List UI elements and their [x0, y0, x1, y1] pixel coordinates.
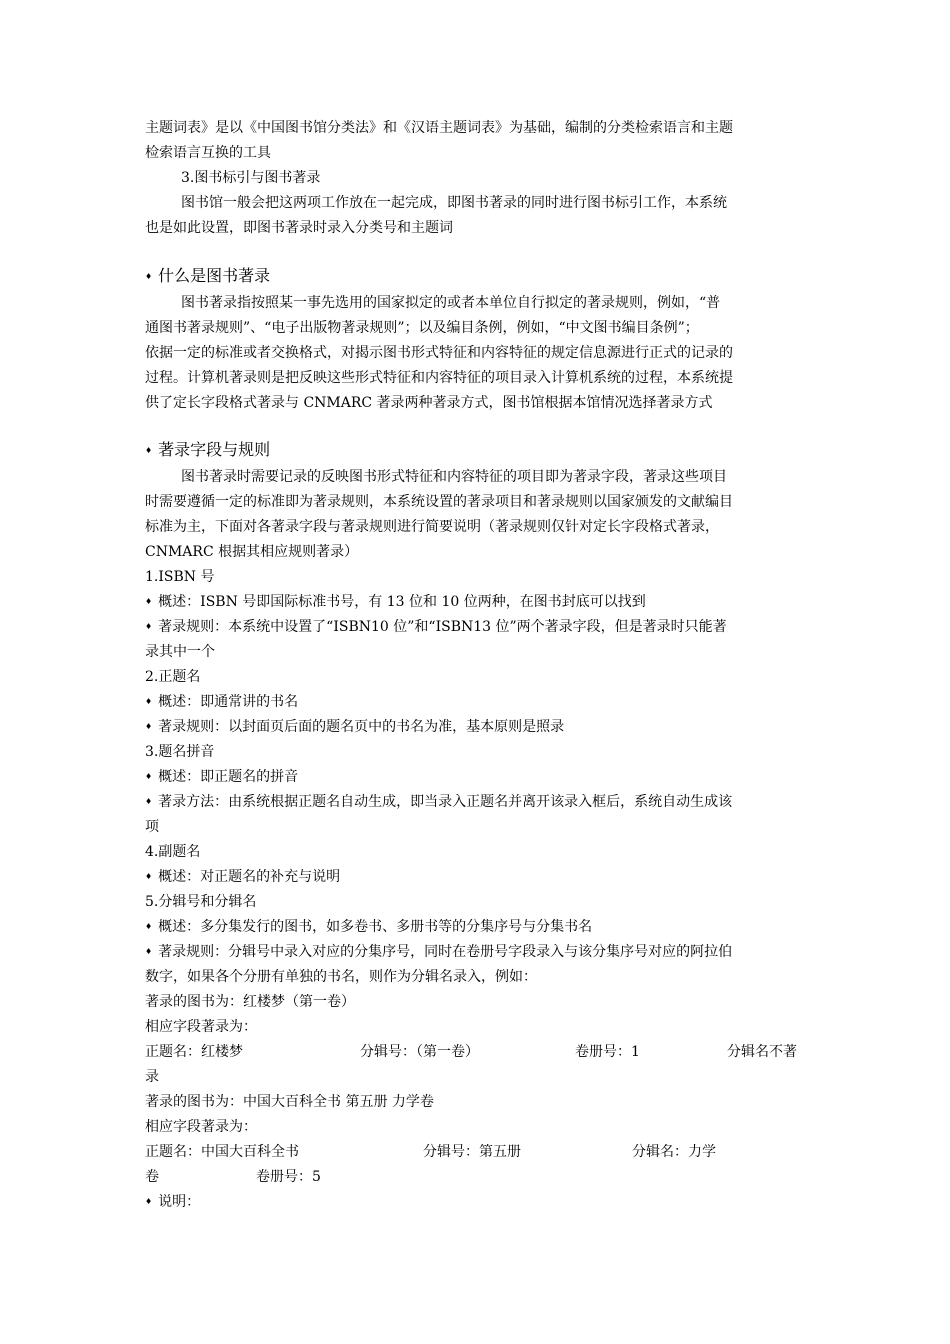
bullet-item: ♦ 著录规则：本系统中设置了“ISBN10 位”和“ISBN13 位”两个著录字段，但是著录时只能著	[145, 619, 727, 635]
intro-line: 检索语言互换的工具	[145, 145, 271, 161]
bullet-item: ♦ 概述：多分集发行的图书，如多卷书、多册书等的分集序号与分集书名	[145, 919, 593, 935]
bullet-item: ♦ 概述：即正题名的拼音	[145, 769, 299, 785]
diamond-bullet-icon: ♦	[145, 272, 153, 281]
example-field-part-name: 分辑名：力学	[632, 1144, 716, 1160]
example-book: 著录的图书为：红楼梦（第一卷）	[145, 994, 355, 1010]
subheading: 3.图书标引与图书著录	[181, 170, 321, 186]
paragraph-line: 通图书著录规则”、“电子出版物著录规则”；以及编目条例，例如，“中文图书编目条例”；	[145, 320, 699, 336]
example-book: 著录的图书为：中国大百科全书 第五册 力学卷	[145, 1094, 434, 1110]
example-lead: 相应字段著录为：	[145, 1019, 257, 1035]
item-heading: 5.分辑号和分辑名	[145, 894, 257, 910]
example-field-continuation: 录	[145, 1069, 159, 1085]
item-heading: 1.ISBN 号	[145, 569, 215, 585]
diamond-bullet-icon: ♦	[145, 597, 153, 606]
example-field-volume: 卷册号：1	[575, 1044, 640, 1060]
bullet-item-continuation: 项	[145, 819, 159, 835]
diamond-bullet-icon: ♦	[145, 446, 153, 455]
paragraph-line: 也是如此设置，即图书著录时录入分类号和主题词	[145, 220, 453, 236]
example-field-title: 正题名：中国大百科全书	[145, 1144, 299, 1160]
bullet-item-continuation: 数字，如果各个分册有单独的书名，则作为分辑名录入，例如：	[145, 969, 537, 985]
bullet-item: ♦ 概述：ISBN 号即国际标准书号，有 13 位和 10 位两种，在图书封底可以找到	[145, 594, 646, 610]
diamond-bullet-icon: ♦	[145, 772, 153, 781]
item-heading: 2.正题名	[145, 669, 201, 685]
paragraph-line: 图书著录时需要记录的反映图书形式特征和内容特征的项目即为著录字段，著录这些项目	[181, 469, 727, 485]
diamond-bullet-icon: ♦	[145, 622, 153, 631]
paragraph-line: 时需要遵循一定的标准即为著录规则，本系统设置的著录项目和著录规则以国家颁发的文献编目	[145, 494, 733, 510]
diamond-bullet-icon: ♦	[145, 1197, 153, 1206]
paragraph-line: 过程。计算机著录则是把反映这些形式特征和内容特征的项目录入计算机系统的过程，本系统提	[145, 370, 733, 386]
item-heading: 4.副题名	[145, 844, 201, 860]
example-field-part-number: 分辑号：第五册	[423, 1144, 521, 1160]
example-field-part-number: 分辑号：（第一卷）	[360, 1044, 479, 1060]
paragraph-line: 图书著录指按照某一事先选用的国家拟定的或者本单位自行拟定的著录规则，例如，“普	[181, 295, 721, 311]
diamond-bullet-icon: ♦	[145, 722, 153, 731]
bullet-item: ♦ 概述：即通常讲的书名	[145, 694, 299, 710]
bullet-item: ♦ 概述：对正题名的补充与说明	[145, 869, 341, 885]
note-item: ♦ 说明：	[145, 1194, 201, 1210]
example-lead: 相应字段著录为：	[145, 1119, 257, 1135]
intro-line: 主题词表》是以《中国图书馆分类法》和《汉语主题词表》为基础，编制的分类检索语言和主题	[145, 120, 733, 136]
diamond-bullet-icon: ♦	[145, 947, 153, 956]
example-field-title: 正题名：红楼梦	[145, 1044, 243, 1060]
diamond-bullet-icon: ♦	[145, 797, 153, 806]
bullet-item-continuation: 录其中一个	[145, 644, 215, 660]
diamond-bullet-icon: ♦	[145, 872, 153, 881]
paragraph-line: 供了定长字段格式著录与 CNMARC 著录两种著录方式，图书馆根据本馆情况选择著录方式	[145, 395, 713, 411]
paragraph-line: 标准为主，下面对各著录字段与著录规则进行简要说明（著录规则仅针对定长字段格式著录，	[145, 519, 719, 535]
diamond-bullet-icon: ♦	[145, 922, 153, 931]
example-field-part-name: 分辑名不著	[727, 1044, 797, 1060]
paragraph-line: CNMARC 根据其相应规则著录）	[145, 544, 359, 560]
diamond-bullet-icon: ♦	[145, 697, 153, 706]
section-heading: ♦ 什么是图书著录	[145, 266, 271, 285]
bullet-item: ♦ 著录方法：由系统根据正题名自动生成，即当录入正题名并离开该录入框后，系统自动生成该	[145, 794, 733, 810]
example-field-continuation: 卷	[145, 1169, 159, 1185]
bullet-item: ♦ 著录规则：以封面页后面的题名页中的书名为准，基本原则是照录	[145, 719, 565, 735]
paragraph-line: 图书馆一般会把这两项工作放在一起完成，即图书著录的同时进行图书标引工作，本系统	[181, 195, 727, 211]
example-field-volume: 卷册号：5	[256, 1169, 321, 1185]
bullet-item: ♦ 著录规则：分辑号中录入对应的分集序号，同时在卷册号字段录入与该分集序号对应的阿拉伯	[145, 944, 733, 960]
item-heading: 3.题名拼音	[145, 744, 215, 760]
section-heading: ♦ 著录字段与规则	[145, 440, 271, 459]
paragraph-line: 依据一定的标准或者交换格式，对揭示图书形式特征和内容特征的规定信息源进行正式的记录的	[145, 345, 733, 361]
